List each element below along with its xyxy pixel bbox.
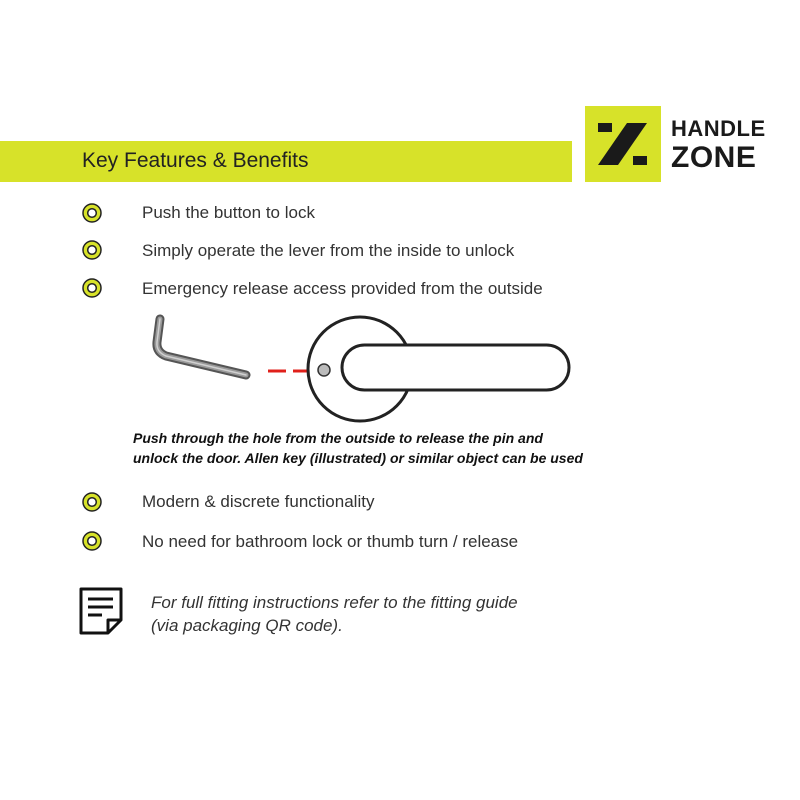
note-line-1: For full fitting instructions refer to the fitting guide [151,593,518,612]
yellow-ring-bullet-icon [81,491,103,513]
fitting-guide-note [151,591,518,637]
logo-wordmark [671,114,766,172]
feature-item: Emergency release access provided from the outside [142,279,543,298]
note-line-2: (via packaging QR code). [151,616,343,635]
caption-line-2: unlock the door. Allen key (illustrated) or similar object can be used [133,450,583,466]
yellow-ring-bullet-icon [81,202,103,224]
logo-mark [585,106,661,182]
feature-item: No need for bathroom lock or thumb turn / release [142,532,519,551]
yellow-ring-bullet-icon [81,239,103,261]
allen-key-icon [157,319,246,375]
feature-item: Push the button to lock [142,203,315,222]
illustration-caption [133,428,603,468]
page-title: Key Features & Benefits [82,149,309,172]
feature-item: Simply operate the lever from the inside to unlock [142,241,515,260]
caption-line-1: Push through the hole from the outside to release the pin and [133,430,543,446]
logo-line-1: HANDLE [671,116,766,141]
document-icon [78,586,126,636]
yellow-ring-bullet-icon [81,277,103,299]
logo-line-2: ZONE [671,141,757,174]
lever-handle-icon [308,317,569,421]
yellow-ring-bullet-icon [81,530,103,552]
lock-release-illustration [148,314,578,426]
feature-item: Modern & discrete functionality [142,492,375,511]
handlezone-logo-mark-icon [585,106,661,182]
